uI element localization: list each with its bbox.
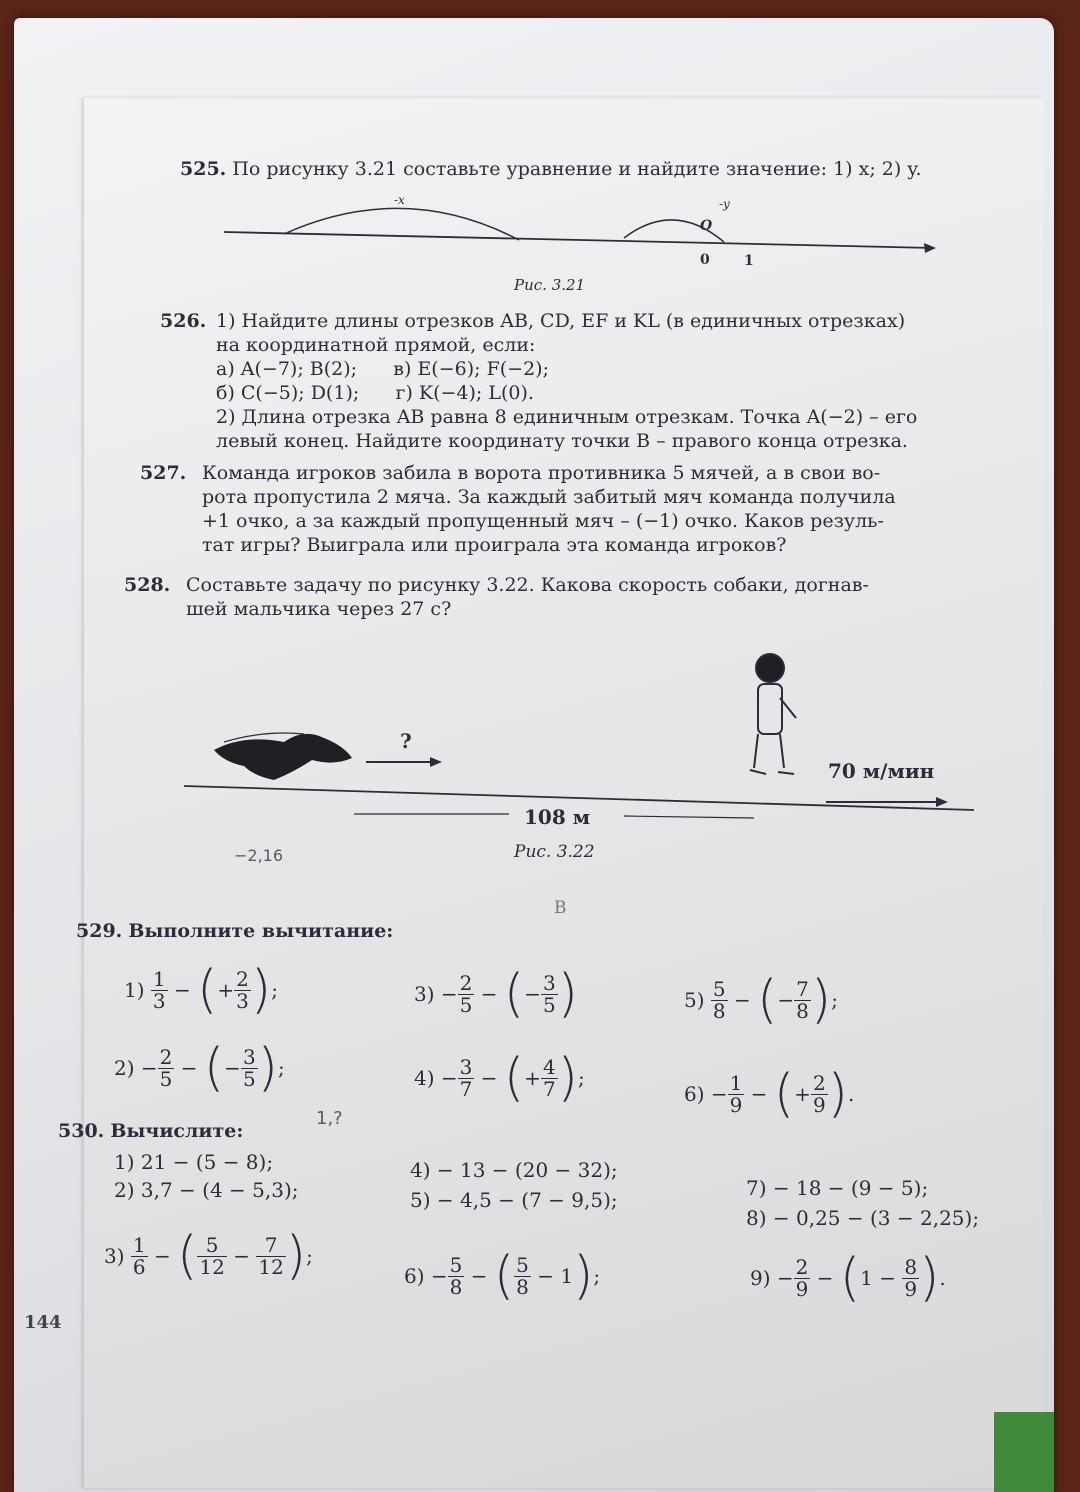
fraction: $\frac{7}{8}$	[796, 976, 809, 1023]
item-529-2: 2) − $\frac{2}{5}$ − (− $\frac{3}{5}$ );	[114, 1038, 285, 1098]
text-line: Команда игроков забила в ворота противника 5 мячей, а в свои во-	[202, 462, 881, 484]
text-line: тат игры? Выиграла или проиграла эта команда игроков?	[202, 534, 787, 556]
fraction: $\frac{7}{12}$	[258, 1232, 284, 1279]
fraction: $\frac{4}{7}$	[542, 1054, 556, 1101]
section-letter: В	[554, 898, 567, 918]
boy-speed-label: 70 м/мин	[828, 759, 935, 783]
fraction: $\frac{2}{9}$	[795, 1254, 809, 1301]
text-line: рота пропустила 2 мяча. За каждый забитый мяч команда получила	[202, 486, 896, 508]
item-530-7: 7) − 18 − (9 − 5);	[746, 1176, 929, 1200]
text-line: а) A(−7); B(2); в) E(−6); F(−2);	[216, 358, 550, 380]
problem-530	[58, 1120, 243, 1142]
label-neg-y: -y	[719, 197, 730, 211]
item-530-4: 4) − 13 − (20 − 32);	[410, 1158, 618, 1182]
text-line: на координатной прямой, если:	[216, 334, 536, 356]
fraction: $\frac{8}{9}$	[904, 1254, 918, 1301]
fraction: $\frac{1}{3}$	[152, 966, 166, 1013]
item-530-8: 8) − 0,25 − (3 − 2,25);	[746, 1206, 980, 1230]
book-edge	[994, 1412, 1054, 1492]
problem-title: Выполните вычитание:	[128, 920, 394, 942]
problem-title: Вычислите:	[110, 1120, 244, 1142]
text-line: шей мальчика через 27 с?	[186, 598, 452, 620]
handwritten-note-1: −2,16	[234, 846, 284, 865]
problem-525	[180, 158, 922, 180]
item-529-4: 4) − $\frac{3}{7}$ − (+ $\frac{4}{7}$ );	[414, 1048, 585, 1108]
problem-number: 526.	[160, 310, 207, 332]
distance-label: 108 м	[524, 805, 591, 829]
problem-text: По рисунку 3.21 составьте уравнение и найдите значение: 1) x; 2) y.	[232, 158, 922, 180]
problem-number: 528.	[124, 574, 171, 596]
textbook-sheet	[24, 98, 1044, 1488]
item-529-6: 6) − $\frac{1}{9}$ − (+ $\frac{2}{9}$ ).	[684, 1064, 855, 1124]
label-zero: 0	[700, 252, 710, 268]
fraction: $\frac{2}{5}$	[159, 1044, 173, 1091]
fraction: $\frac{5}{8}$	[516, 1252, 529, 1299]
boy-arrow-head	[936, 797, 948, 807]
item-530-frac-2: 6) − $\frac{5}{8}$ − ( $\frac{5}{8}$ − 1);	[404, 1246, 601, 1306]
dog-silhouette	[214, 733, 352, 780]
problem-number: 527.	[140, 462, 187, 484]
label-origin: O	[700, 218, 713, 234]
dog-speed-label: ?	[400, 729, 412, 753]
problem-number: 530.	[58, 1120, 105, 1142]
fraction: $\frac{2}{3}$	[236, 966, 249, 1013]
problem-529	[76, 920, 393, 942]
fraction: $\frac{2}{5}$	[459, 970, 473, 1017]
fraction: $\frac{2}{9}$	[812, 1070, 826, 1117]
label-one: 1	[744, 253, 754, 269]
page-number: 144	[24, 1312, 62, 1333]
fraction: $\frac{3}{5}$	[542, 970, 556, 1017]
fraction: $\frac{5}{8}$	[449, 1252, 463, 1299]
problem-number: 525.	[180, 158, 227, 180]
caption-3-22: Рис. 3.22	[514, 842, 595, 862]
axis-line	[224, 232, 934, 248]
axis-arrow	[924, 243, 936, 253]
text-line: +1 очко, а за каждый пропущенный мяч – (−1) очко. Каков резуль-	[202, 510, 884, 532]
distance-line-right	[624, 816, 754, 818]
fraction: $\frac{1}{6}$	[132, 1232, 146, 1279]
item-530-1: 1) 21 − (5 − 8);	[114, 1150, 274, 1174]
item-530-frac-1: 3) $\frac{1}{6}$ − ( $\frac{5}{12}$ − $\frac{7}{12}$ );	[104, 1226, 313, 1286]
book-page	[14, 18, 1054, 1492]
chase-figure	[184, 638, 984, 838]
text-line: левый конец. Найдите координату точки B – правого конца отрезка.	[216, 430, 908, 452]
item-529-1: 1) $\frac{1}{3}$ − (+ $\frac{2}{3}$ );	[124, 960, 278, 1020]
label-neg-x: -x	[394, 193, 405, 207]
fraction: $\frac{3}{7}$	[459, 1054, 473, 1101]
handwritten-note-2: 1,?	[316, 1108, 343, 1129]
fraction: $\frac{3}{5}$	[242, 1044, 256, 1091]
boy-figure	[750, 654, 796, 774]
fraction: $\frac{5}{12}$	[199, 1232, 225, 1279]
fraction: $\frac{1}{9}$	[729, 1070, 743, 1117]
text-line: 1) Найдите длины отрезков AB, CD, EF и KL (в единичных отрезках)	[216, 310, 906, 332]
fraction: $\frac{5}{8}$	[712, 976, 726, 1023]
problem-number: 529.	[76, 920, 123, 942]
text-line: б) C(−5); D(1); г) K(−4); L(0).	[216, 382, 534, 404]
item-530-frac-3: 9) − $\frac{2}{9}$ − (1 − $\frac{8}{9}$ ).	[750, 1248, 946, 1308]
item-530-2: 2) 3,7 − (4 − 5,3);	[114, 1178, 299, 1202]
item-530-5: 5) − 4,5 − (7 − 9,5);	[410, 1188, 618, 1212]
number-line-figure	[224, 190, 944, 269]
text-line: 2) Длина отрезка AB равна 8 единичным отрезкам. Точка A(−2) – его	[216, 406, 918, 428]
text-line: Составьте задачу по рисунку 3.22. Какова скорость собаки, догнав-	[186, 574, 869, 596]
item-529-3: 3) − $\frac{2}{5}$ − (− $\frac{3}{5}$ )	[414, 964, 578, 1024]
item-529-5: 5) $\frac{5}{8}$ − (− $\frac{7}{8}$ );	[684, 970, 838, 1030]
dog-arrow-head	[430, 757, 442, 767]
caption-3-21: Рис. 3.21	[514, 276, 586, 294]
